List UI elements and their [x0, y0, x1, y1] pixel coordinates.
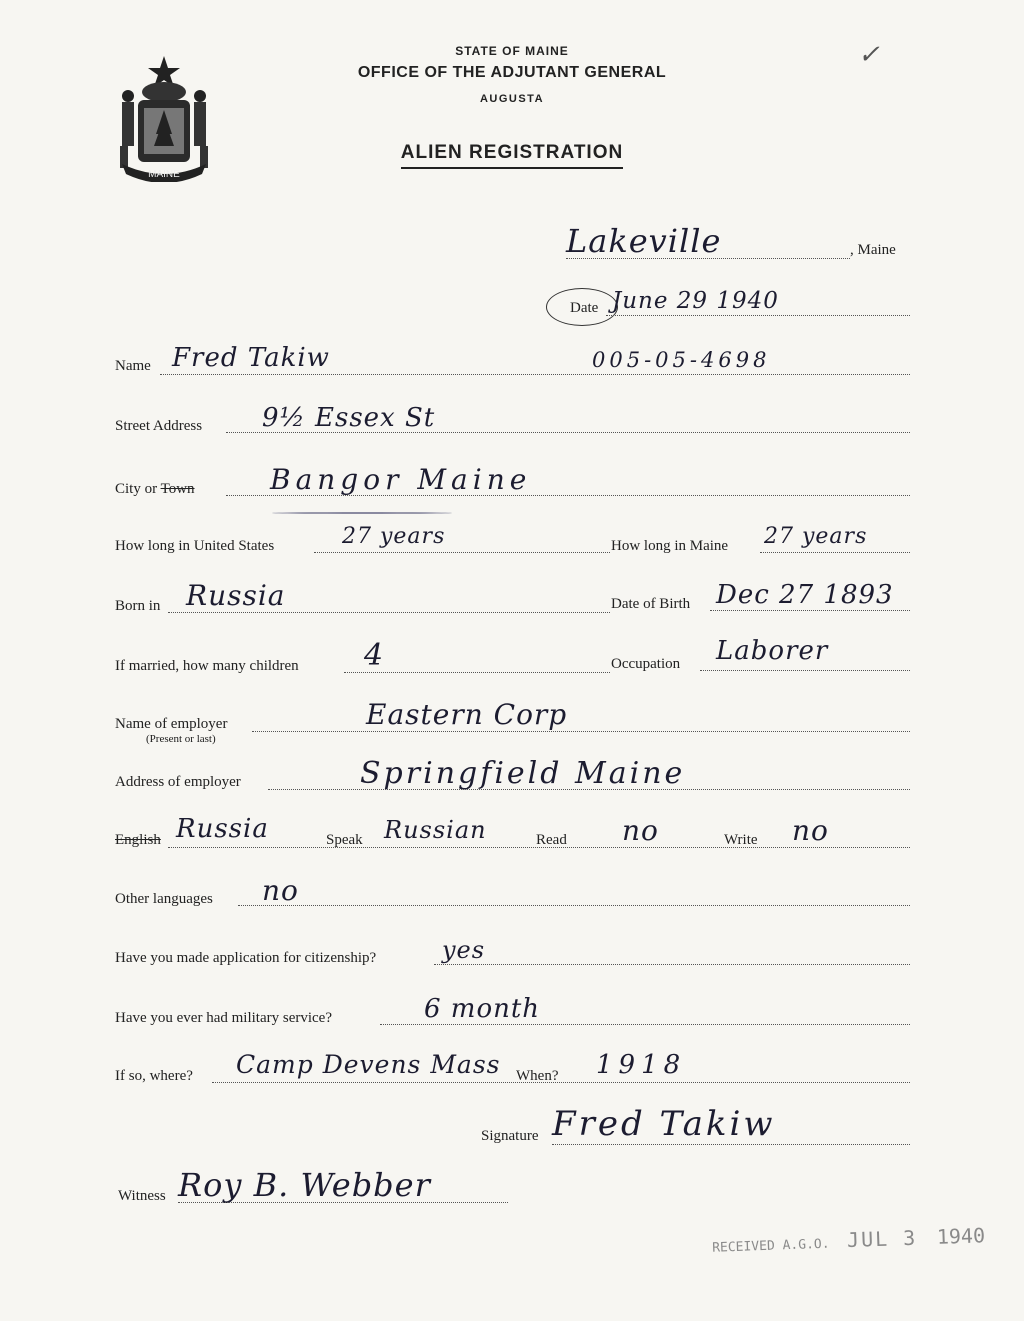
occupation-value: Laborer [716, 636, 829, 666]
state-heading: STATE OF MAINE [455, 44, 569, 58]
where-label: If so, where? [115, 1068, 193, 1084]
signature-value: Fred Takiw [552, 1104, 776, 1144]
employer-address-value: Springfield Maine [360, 756, 686, 791]
employer-value: Eastern Corp [366, 698, 568, 731]
english-label: English [115, 832, 161, 848]
write-value: no [792, 814, 829, 847]
city-heading: AUGUSTA [479, 93, 545, 105]
english-value: Russia [176, 814, 269, 844]
place-value: Lakeville [566, 222, 722, 260]
pencil-underline [272, 512, 452, 514]
military-value: 6 month [424, 994, 541, 1024]
write-label: Write [724, 832, 758, 848]
employer-sub-label: (Present or last) [146, 733, 216, 745]
dob-value: Dec 27 1893 [716, 580, 894, 610]
us-years-label: How long in United States [115, 538, 275, 554]
read-value: no [622, 814, 659, 847]
us-years-value: 27 years [342, 524, 446, 549]
maine-years-label: How long in Maine [611, 538, 729, 554]
street-value: 9½ Essex St [262, 403, 436, 433]
born-value: Russia [186, 579, 286, 612]
read-label: Read [536, 832, 567, 848]
date-value: June 29 1940 [612, 288, 779, 314]
when-label: When? [516, 1068, 559, 1084]
maine-years-value: 27 years [764, 524, 868, 549]
dob-label: Date of Birth [611, 596, 691, 612]
name-label: Name [115, 358, 151, 374]
date-label: Date [570, 300, 599, 316]
city-label: City or Town [115, 481, 195, 497]
citizenship-value: yes [442, 936, 486, 964]
place-suffix: , Maine [850, 242, 896, 258]
street-label: Street Address [115, 418, 203, 434]
children-value: 4 [364, 638, 385, 673]
when-value: 1918 [596, 1050, 687, 1080]
city-value: Bangor Maine [270, 463, 532, 496]
military-label: Have you ever had military service? [115, 1010, 332, 1026]
where-value: Camp Devens Mass [236, 1050, 501, 1079]
speak-label: Speak [326, 832, 363, 848]
employer-label: Name of employer [115, 716, 228, 732]
born-label: Born in [115, 598, 161, 614]
other-languages-value: no [262, 874, 299, 907]
check-mark: ✓ [858, 40, 881, 70]
occupation-label: Occupation [611, 656, 681, 672]
svg-text:MAINE: MAINE [148, 169, 180, 180]
children-label: If married, how many children [115, 658, 299, 674]
signature-label: Signature [481, 1128, 539, 1144]
witness-value: Roy B. Webber [178, 1166, 431, 1204]
speak-value: Russian [384, 816, 487, 844]
citizenship-label: Have you made application for citizenship? [115, 950, 377, 966]
witness-label: Witness [118, 1188, 166, 1204]
other-languages-label: Other languages [115, 891, 213, 907]
name-value: Fred Takiw [172, 343, 330, 373]
employer-address-label: Address of employer [115, 774, 241, 790]
office-heading: OFFICE OF THE ADJUTANT GENERAL [357, 64, 667, 81]
received-stamp: RECEIVED A.G.O. JUL 3 1940 [711, 1223, 986, 1256]
form-title: ALIEN REGISTRATION [0, 142, 1024, 164]
town-struck: Town [160, 481, 195, 497]
registration-number: 005-05-4698 [592, 348, 771, 372]
